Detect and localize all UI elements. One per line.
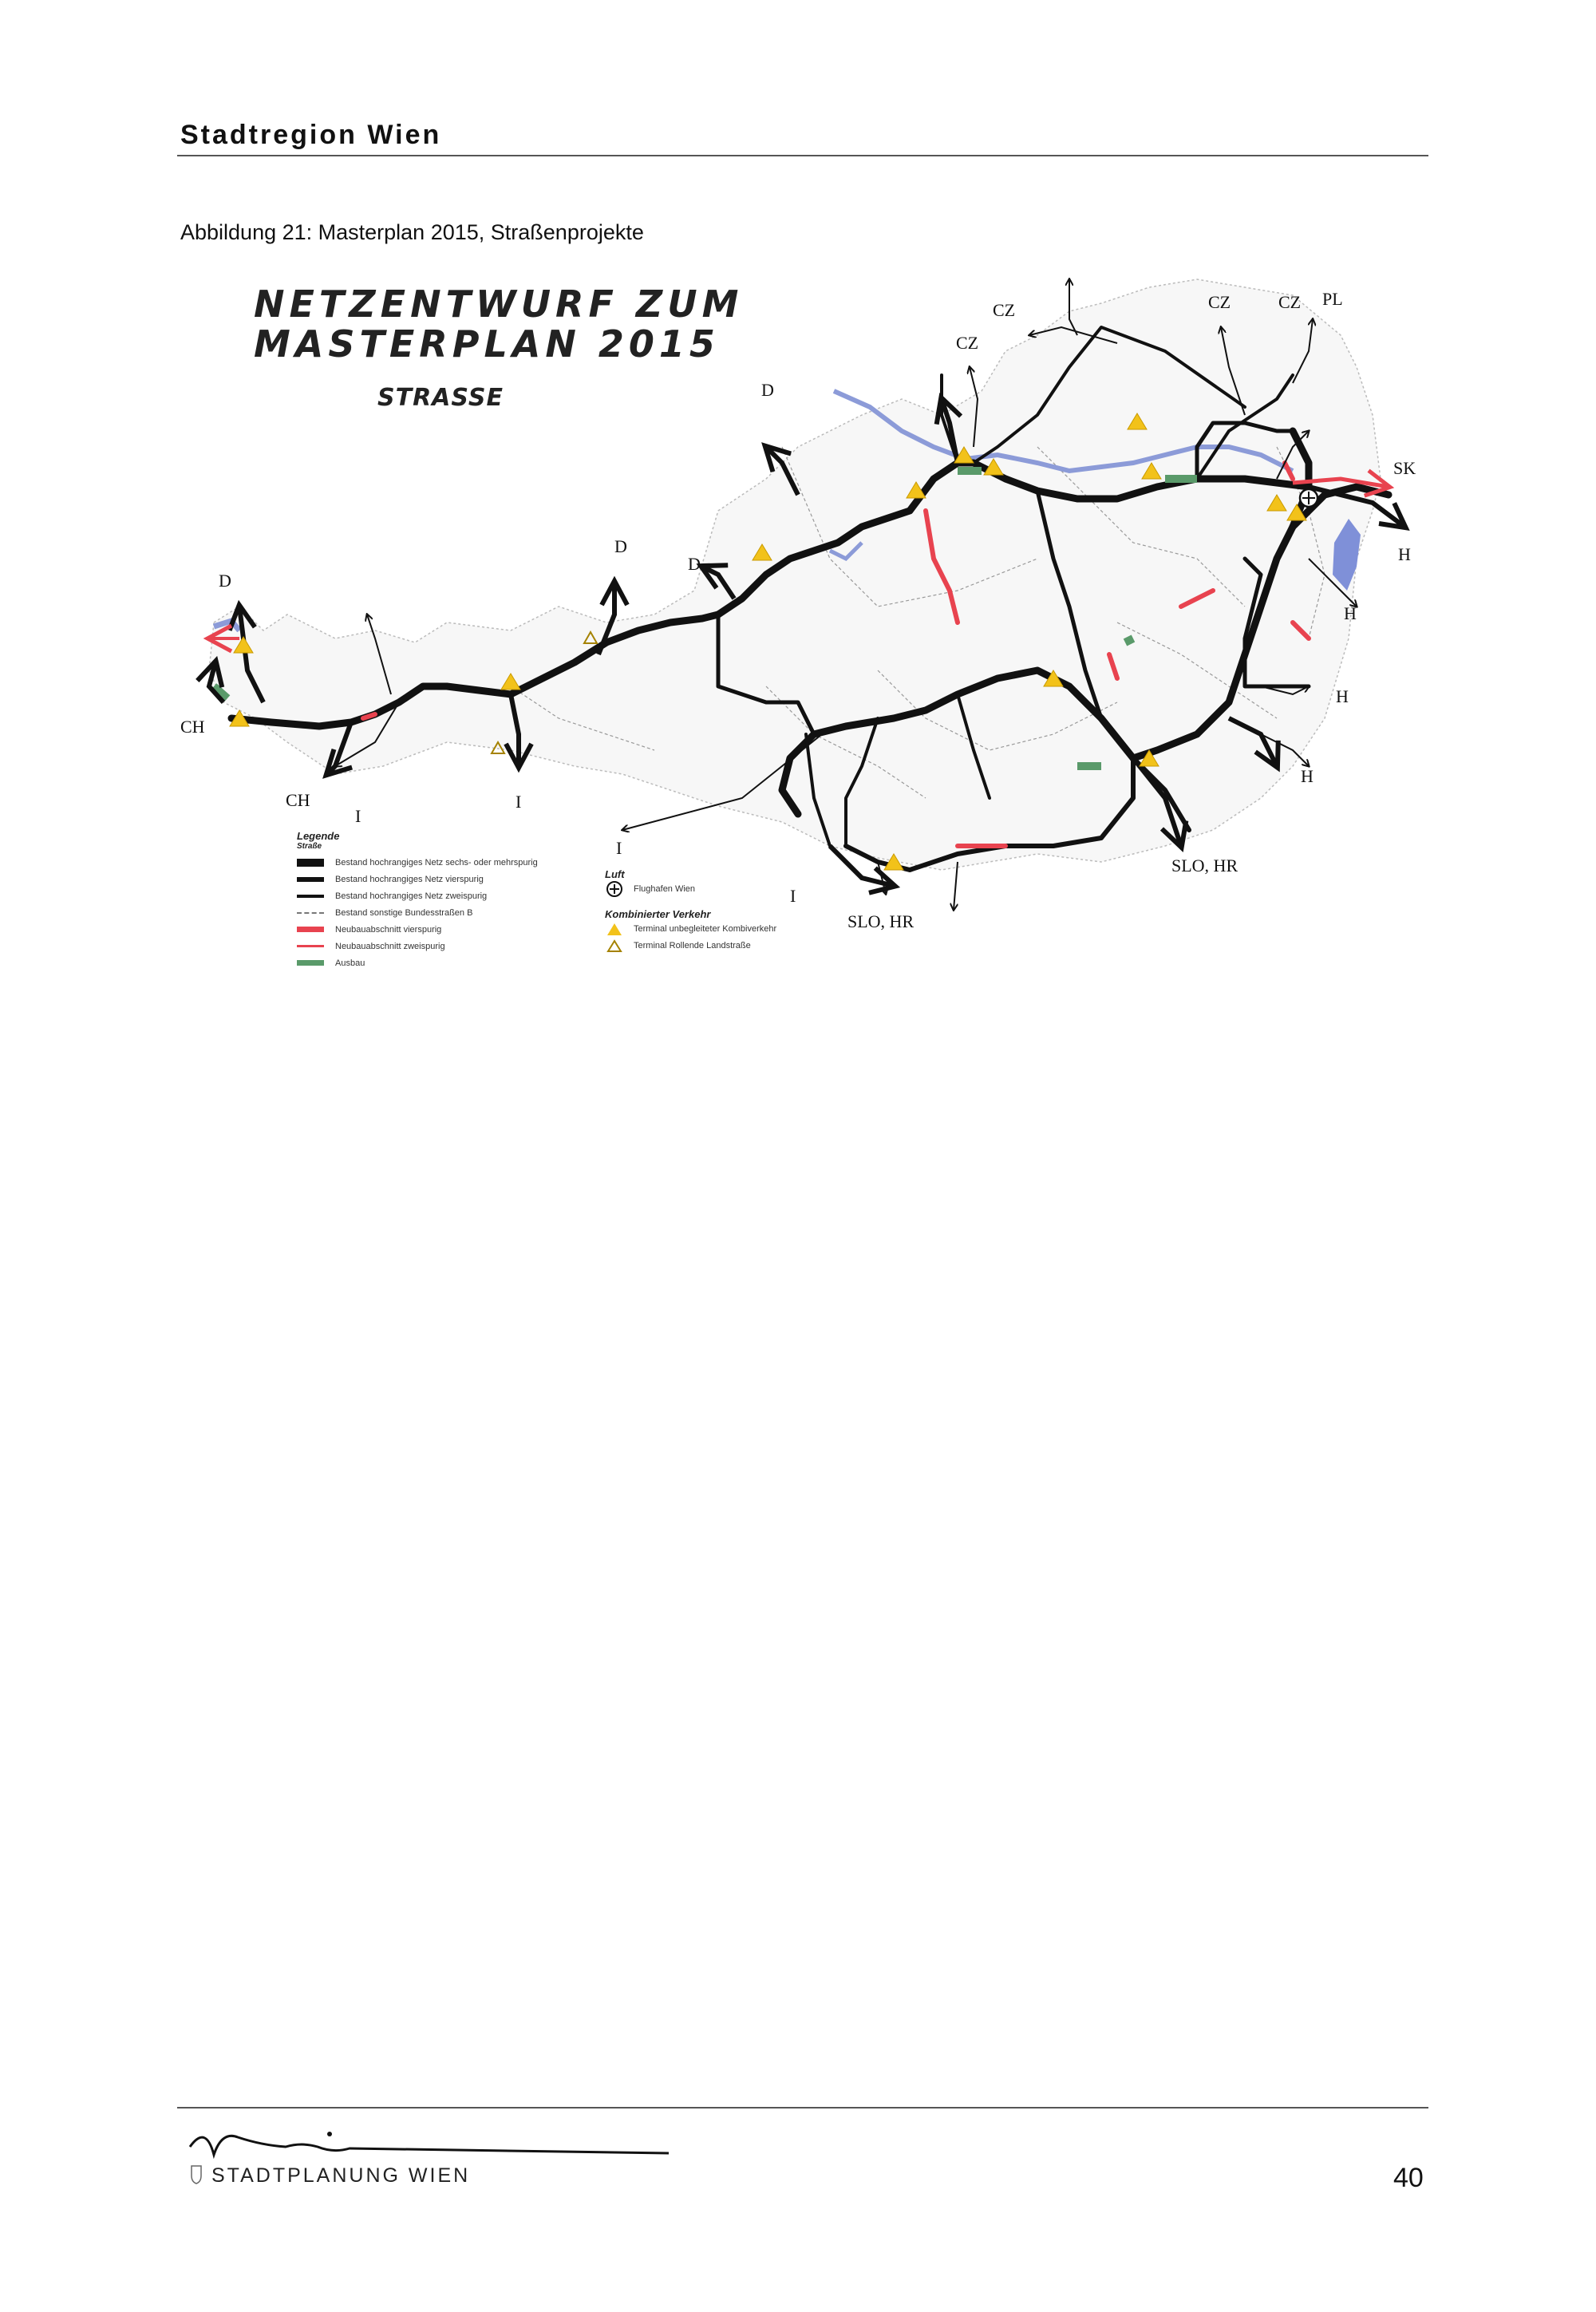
footer-organization: STADTPLANUNG WIEN	[211, 2164, 471, 2187]
legend-item-two-lane: Bestand hochrangiges Netz zweispurig	[297, 887, 871, 904]
legend-item-upgrade: Ausbau	[297, 954, 871, 971]
legend-column-2	[605, 868, 860, 954]
label-cz-3: CZ	[1208, 292, 1231, 312]
legend-item-new-two-lane: Neubauabschnitt zweispurig	[297, 938, 871, 954]
terminal-outline-icon	[605, 938, 624, 954]
label-slo-hr-1: SLO, HR	[1171, 856, 1238, 875]
header-title: Stadtregion Wien	[180, 120, 442, 150]
label-i-2: I	[516, 792, 522, 812]
label-h-3: H	[1336, 686, 1349, 706]
label-d-west: D	[219, 571, 231, 591]
country-outline	[209, 279, 1381, 870]
legend-item-airport: Flughafen Wien	[605, 880, 860, 897]
swatch-black-medium	[297, 877, 324, 882]
swatch-dashed	[297, 912, 324, 914]
swatch-green	[297, 960, 324, 966]
label-i-3: I	[616, 838, 622, 858]
airport-vienna-icon	[1300, 489, 1317, 507]
label-slo-hr-2: SLO, HR	[847, 911, 915, 931]
label-sk: SK	[1393, 458, 1416, 478]
label-cz-1: CZ	[956, 333, 979, 353]
legend-item-four-lane: Bestand hochrangiges Netz vierspurig	[297, 871, 871, 887]
figure-caption: Abbildung 21: Masterplan 2015, Straßenprojekte	[180, 220, 644, 244]
page-number: 40	[1393, 2163, 1424, 2193]
legend-combined-heading: Kombinierter Verkehr	[605, 908, 711, 920]
label-ch-west: CH	[180, 717, 205, 737]
label-cz-4: CZ	[1278, 292, 1302, 312]
legend-item-six-lane: Bestand hochrangiges Netz sechs- oder mehrspurig	[297, 854, 871, 871]
label-d-2: D	[688, 554, 701, 574]
vienna-crest-icon	[190, 2164, 203, 2185]
label-i-1: I	[355, 806, 361, 826]
legend-item-terminal-rolling-road: Terminal Rollende Landstraße	[605, 937, 860, 954]
label-h-4: H	[1301, 766, 1314, 786]
label-ch-south: CH	[286, 790, 310, 810]
label-h-1: H	[1398, 544, 1411, 564]
terminal-filled-icon	[605, 921, 624, 937]
label-d-1: D	[614, 536, 627, 556]
map-title-line1: NETZENTWURF ZUM	[254, 283, 744, 326]
legend-item-terminal-unaccompanied: Terminal unbegleiteter Kombiverkehr	[605, 920, 860, 937]
label-cz-2: CZ	[993, 300, 1016, 320]
map-title-line2: MASTERPLAN 2015	[254, 322, 720, 366]
map-subtitle: STRASSE	[377, 384, 504, 412]
signature-logo	[182, 2123, 677, 2163]
label-i-4: I	[790, 886, 796, 906]
swatch-red-thin	[297, 945, 324, 947]
label-pl: PL	[1322, 289, 1343, 309]
map-legend	[297, 830, 871, 1006]
footer-rule	[177, 2107, 1428, 2108]
swatch-black-thick	[297, 859, 324, 867]
label-d-3: D	[761, 380, 774, 400]
legend-item-new-four-lane: Neubauabschnitt vierspurig	[297, 921, 871, 938]
legend-item-federal-road: Bestand sonstige Bundesstraßen B	[297, 904, 871, 921]
swatch-red-thick	[297, 927, 324, 932]
airport-icon	[605, 879, 624, 899]
legend-road-heading: Straße	[297, 842, 322, 851]
legend-heading: Legende	[297, 830, 340, 842]
legend-air-heading: Luft	[605, 868, 625, 880]
swatch-black-thin	[297, 895, 324, 898]
label-h-2: H	[1344, 603, 1357, 623]
